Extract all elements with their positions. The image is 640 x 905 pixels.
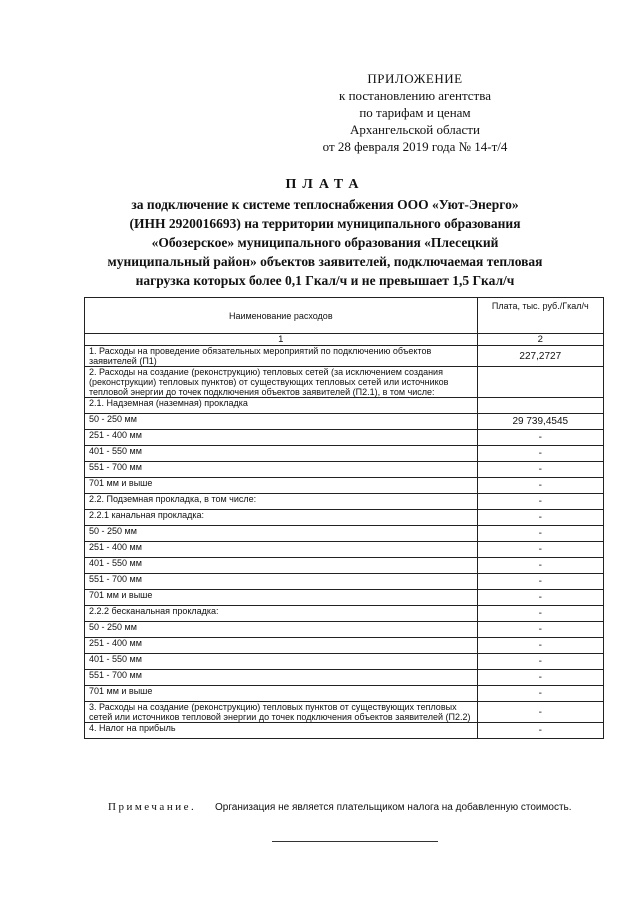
row-expense-name: 701 мм и выше [85, 686, 478, 702]
row-fee-value: - [477, 430, 603, 446]
row-fee-value: - [477, 606, 603, 622]
row-expense-name: 2.1. Надземная (наземная) прокладка [85, 398, 478, 414]
appendix-line-2: по тарифам и ценам [359, 105, 471, 120]
table-row [85, 654, 604, 670]
appendix-title: ПРИЛОЖЕНИЕ [367, 71, 463, 86]
note [108, 801, 572, 813]
row-expense-name: 251 - 400 мм [85, 638, 478, 654]
row-expense-name: 251 - 400 мм [85, 430, 478, 446]
table-row [85, 526, 604, 542]
row-expense-name: 50 - 250 мм [85, 526, 478, 542]
fee-table [84, 297, 604, 739]
table-row [85, 367, 604, 398]
row-expense-name: 2.2.2 бесканальная прокладка: [85, 606, 478, 622]
row-expense-name: 2. Расходы на создание (реконструкцию) тепловых сетей (за исключением создания (реконструкции) тепловых пунктов) от существующих тепловых сетей или источников тепловой энергии до точек подключения объектов заявителей (П2.1), в том числе: [85, 367, 478, 398]
table-row [85, 686, 604, 702]
table-row [85, 510, 604, 526]
table-row [85, 462, 604, 478]
row-expense-name: 50 - 250 мм [85, 414, 478, 430]
table-row [85, 398, 604, 414]
row-expense-name: 701 мм и выше [85, 478, 478, 494]
row-fee-value: - [477, 542, 603, 558]
row-expense-name: 551 - 700 мм [85, 574, 478, 590]
row-fee-value: - [477, 622, 603, 638]
row-fee-value: - [477, 723, 603, 739]
column-header-fee: Плата, тыс. руб./Гкал/ч [477, 298, 603, 334]
row-expense-name: 401 - 550 мм [85, 654, 478, 670]
row-expense-name: 2.2. Подземная прокладка, в том числе: [85, 494, 478, 510]
row-fee-value: - [477, 558, 603, 574]
row-expense-name: 251 - 400 мм [85, 542, 478, 558]
row-fee-value: - [477, 494, 603, 510]
heading-line-1: за подключение к системе теплоснабжения ООО «Уют-Энерго» [131, 197, 519, 212]
row-fee-value: - [477, 702, 603, 723]
table-row [85, 478, 604, 494]
row-expense-name: 551 - 700 мм [85, 462, 478, 478]
table-row [85, 723, 604, 739]
heading-line-5: нагрузка которых более 0,1 Гкал/ч и не превышает 1,5 Гкал/ч [135, 273, 515, 288]
row-expense-name: 2.2.1 канальная прокладка: [85, 510, 478, 526]
row-expense-name: 3. Расходы на создание (реконструкцию) тепловых пунктов от существующих тепловых сетей или источников тепловой энергии до точек подключения объектов заявителей (П2.2) [85, 702, 478, 723]
table-row [85, 702, 604, 723]
note-text: Организация не является плательщиком налога на добавленную стоимость. [214, 802, 572, 813]
row-fee-value: - [477, 478, 603, 494]
document-heading [90, 176, 560, 289]
table-row [85, 542, 604, 558]
row-fee-value: - [477, 654, 603, 670]
row-fee-value: 227,2727 [477, 346, 603, 367]
column-number-2: 2 [477, 334, 603, 346]
row-fee-value: - [477, 670, 603, 686]
row-fee-value: - [477, 510, 603, 526]
appendix-line-3: Архангельской области [350, 122, 480, 137]
row-fee-value: - [477, 526, 603, 542]
appendix-line-4: от 28 февраля 2019 года № 14-т/4 [322, 139, 508, 154]
separator-line [272, 841, 438, 842]
row-fee-value: - [477, 462, 603, 478]
row-expense-name: 401 - 550 мм [85, 446, 478, 462]
document-title: ПЛАТА [285, 177, 365, 192]
row-expense-name: 1. Расходы на проведение обязательных мероприятий по подключению объектов заявителей (П1) [85, 346, 478, 367]
table-row [85, 446, 604, 462]
table-row [85, 638, 604, 654]
heading-line-3: «Обозерское» муниципального образования «Плесецкий [151, 235, 499, 250]
table-row [85, 590, 604, 606]
row-fee-value: 29 739,4545 [477, 414, 603, 430]
row-fee-value: - [477, 590, 603, 606]
row-expense-name: 401 - 550 мм [85, 558, 478, 574]
table-row [85, 670, 604, 686]
appendix-block [285, 70, 545, 155]
row-fee-value: - [477, 686, 603, 702]
row-fee-value: - [477, 574, 603, 590]
table-row [85, 574, 604, 590]
appendix-line-1: к постановлению агентства [339, 88, 491, 103]
table-row [85, 558, 604, 574]
row-fee-value: - [477, 446, 603, 462]
heading-line-4: муниципальный район» объектов заявителей, подключаемая тепловая [107, 254, 543, 269]
row-fee-value [477, 398, 603, 414]
row-expense-name: 4. Налог на прибыль [85, 723, 478, 739]
row-expense-name: 551 - 700 мм [85, 670, 478, 686]
row-expense-name: 701 мм и выше [85, 590, 478, 606]
table-row [85, 622, 604, 638]
table-row [85, 606, 604, 622]
column-header-name: Наименование расходов [85, 298, 478, 334]
table-row [85, 494, 604, 510]
table-row [85, 430, 604, 446]
row-expense-name: 50 - 250 мм [85, 622, 478, 638]
heading-line-2: (ИНН 2920016693) на территории муниципального образования [129, 216, 521, 231]
row-fee-value [477, 367, 603, 398]
table-row [85, 346, 604, 367]
column-number-1: 1 [85, 334, 478, 346]
table-row [85, 414, 604, 430]
note-label: Примечание. [108, 801, 197, 813]
row-fee-value: - [477, 638, 603, 654]
